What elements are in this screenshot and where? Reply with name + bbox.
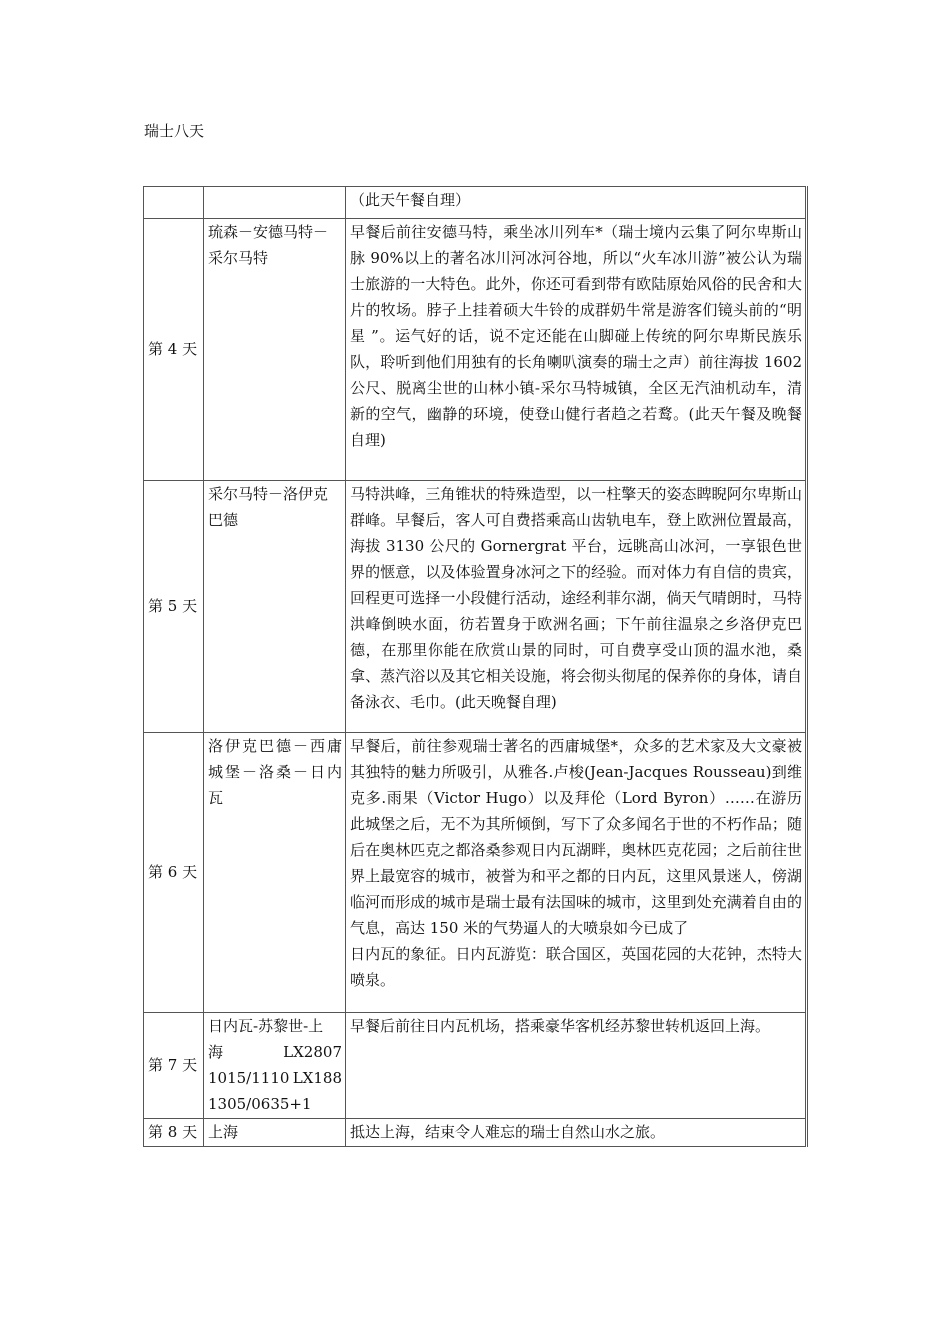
flight-number: LX188 (292, 1069, 342, 1087)
route-line (208, 1065, 342, 1091)
flight-time: 1305/0635+1 (208, 1095, 312, 1113)
table-row-day-7 (144, 1013, 807, 1119)
table-row-continuation (144, 187, 807, 219)
route-text: 日内瓦-苏黎世-上 (208, 1017, 324, 1035)
route-cell (204, 1013, 346, 1119)
route-line (208, 1013, 342, 1039)
route-cell: 琉森－安德马特－采尔马特 (204, 219, 346, 481)
day-label: 第 5 天 (144, 481, 204, 733)
flight-time: 1015/1110 (208, 1069, 290, 1087)
description-cell: 早餐后前往日内瓦机场，搭乘豪华客机经苏黎世转机返回上海。 (346, 1013, 807, 1119)
route-cell: 采尔马特－洛伊克巴德 (204, 481, 346, 733)
day-cell (144, 187, 204, 219)
description-cell: 马特洪峰，三角锥状的特殊造型，以一柱擎天的姿态睥睨阿尔卑斯山群峰。早餐后，客人可自费搭乘高山齿轨电车，登上欧洲位置最高，海拔 3130 公尺的 Gornergrat 平台，远眺高山冰河，一享银色世界的惬意，以及体验置身冰河之下的经验。而对体力有自信的贵宾，回程更可选择一小段健行活动，途经利菲尔湖，倘天气晴朗时，马特洪峰倒映水面，彷若置身于欧洲名画；下午前往温泉之乡洛伊克巴德，在那里你能在欣赏山景的同时，可自费享受山顶的温水池，桑拿、蒸汽浴以及其它相关设施，将会彻头彻尾的保养你的身体，请自备泳衣、毛巾。(此天晚餐自理) (346, 481, 807, 733)
itinerary-table (143, 186, 808, 1147)
description-text-extra: 日内瓦的象征。日内瓦游览：联合国区，英国花园的大花钟，杰特大喷泉。 (350, 945, 802, 989)
table-row-day-8 (144, 1119, 807, 1147)
table-row-day-5 (144, 481, 807, 733)
route-cell: 洛伊克巴德－西庸城堡－洛桑－日内瓦 (204, 733, 346, 1013)
description-cell (346, 733, 807, 1013)
route-text: 海 (208, 1043, 224, 1061)
table-row-day-6 (144, 733, 807, 1013)
description-cell (346, 187, 807, 219)
route-cell: 上海 (204, 1119, 346, 1147)
description-cell: 抵达上海，结束令人难忘的瑞士自然山水之旅。 (346, 1119, 807, 1147)
document-title: 瑞士八天 (144, 122, 205, 140)
description-text: 早餐后，前往参观瑞士著名的西庸城堡*，众多的艺术家及大文豪被其独特的魅力所吸引，从雅各.卢梭(Jean-Jacques Rousseau)到维克多.雨果（Victor Hugo）以及拜伦（Lord Byron）……在游历此城堡之后，无不为其所倾倒，写下了众多闻名于世的不朽作品；随后在奥林匹克之都洛桑参观日内瓦湖畔，奥林匹克花园；之后前往世界上最宽容的城市，被誉为和平之都的日内瓦，这里风景迷人，傍湖临河而形成的城市是瑞士最有法国味的城市，这里到处充满着自由的气息，高达 150 米的气势逼人的大喷泉如今已成了 (350, 737, 802, 937)
route-line (208, 1091, 342, 1117)
description-cell: 早餐后前往安德马特，乘坐冰川列车*（瑞士境内云集了阿尔卑斯山脉 90%以上的著名冰川河冰河谷地，所以“火车冰川游”被公认为瑞士旅游的一大特色。此外，你还可看到带有欧陆原始风俗的民舍和大片的牧场。脖子上挂着硕大牛铃的成群奶牛常是游客们镜头前的“明星 ”。运气好的话，说不定还能在山脚碰上传统的阿尔卑斯民族乐队，聆听到他们用独有的长角喇叭演奏的瑞士之声）前往海拔 1602 公尺、脱离尘世的山林小镇-采尔马特城镇，全区无汽油机动车，清新的空气，幽静的环境，使登山健行者趋之若鹜。(此天午餐及晚餐自理) (346, 219, 807, 481)
route-line (208, 1039, 342, 1065)
flight-number: LX2807 (283, 1043, 342, 1061)
day-label: 第 8 天 (144, 1119, 204, 1147)
day-label: 第 4 天 (144, 219, 204, 481)
continuation-note: （此天午餐自理） (350, 191, 471, 209)
table-row-day-4 (144, 219, 807, 481)
day-label: 第 7 天 (144, 1013, 204, 1119)
day-label: 第 6 天 (144, 733, 204, 1013)
route-cell (204, 187, 346, 219)
